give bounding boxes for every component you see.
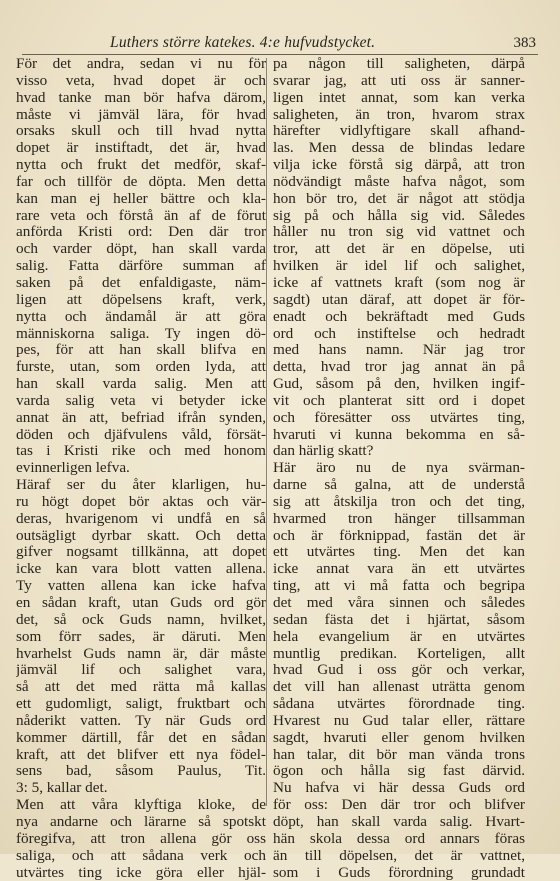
text-line: saken på det enfaldigaste, näm- <box>16 275 266 292</box>
text-line: med hans namn. När jag tror <box>273 342 525 359</box>
text-line: saligheten, än tron, hvarom strax <box>273 107 525 124</box>
text-line: en sådan kraft, utan Guds ord gör <box>16 595 266 612</box>
text-line: muntlig predikan. Korteligen, allt <box>273 646 525 663</box>
text-line: ru högt dopet bör aktas och vär- <box>16 494 266 511</box>
text-line: nytta och frukt det medför, skaf- <box>16 157 266 174</box>
text-line: Gud, såsom på den, hvilken ingif- <box>273 376 525 393</box>
text-line: nytta och ändamål är att göra <box>16 309 266 326</box>
page-number: 383 <box>514 35 537 52</box>
text-line: härefter vidlyftigare skall afhand- <box>273 123 525 140</box>
text-line: det med våra sinnen och således <box>273 595 525 612</box>
text-line: icke annat vara än ett utvärtes <box>273 561 525 578</box>
text-line: hvarmed tron hänger tillsamman <box>273 511 525 528</box>
text-line: furste, utan, som orden lyda, att <box>16 359 266 376</box>
text-line: och varder döpt, han skall varda <box>16 241 266 258</box>
text-line: ligen intet annat, som kan verka <box>273 90 525 107</box>
text-line: kommer därtill, får det en sådan <box>16 730 266 747</box>
text-line: döpt, han skall varda salig. Hvart- <box>273 814 525 831</box>
text-line: hän skola dessa ord annars föras <box>273 831 525 848</box>
text-line: utvärtes ting icke göra eller hjäl- <box>16 865 266 881</box>
text-line: outsägligt dyrbar skatt. Och detta <box>16 528 266 545</box>
text-line: detta, hvad tror jag annat än på <box>273 359 525 376</box>
text-line: han talar, dit bör man vända trons <box>273 747 525 764</box>
text-line: sens bad, såsom Paulus, Tit. <box>16 763 266 780</box>
text-line: Nu hafva vi här dessa Guds ord <box>273 780 525 797</box>
text-line: hvilken är idel lif och salighet, <box>273 258 525 275</box>
text-line: hvaruti vi kunna bekomma en så- <box>273 427 525 444</box>
text-line: varda salig veta vi betyder icke <box>16 393 266 410</box>
text-line: döden och djäfvulens våld, försät- <box>16 427 266 444</box>
text-line: det vill han allenast uträtta genom <box>273 679 525 696</box>
left-text-column <box>16 56 266 881</box>
text-line: sedan fästa det i hjärtat, såsom <box>273 612 525 629</box>
text-line: pes, för att han skall blifva en <box>16 342 266 359</box>
text-line: för oss: Den där tror och blifver <box>273 797 525 814</box>
text-line: ett gudomligt, saligt, fruktbart och <box>16 696 266 713</box>
text-line: sådana utvärtes förordnade ting. <box>273 696 525 713</box>
text-line: hvad tanke man bör hafva därom, <box>16 90 266 107</box>
text-line: ord och instiftelse och hedradt <box>273 326 525 343</box>
text-line: 3: 5, kallar det. <box>16 780 266 797</box>
text-line: sagdt, hvaruti eller genom hvilken <box>273 730 525 747</box>
text-line: tas i Kristi rike och med honom <box>16 443 266 460</box>
text-line: saliga, och att sådana verk och <box>16 848 266 865</box>
text-line: annat än att, befriad ifrån synden, <box>16 410 266 427</box>
text-line: han skall varda salig. Men att <box>16 376 266 393</box>
text-line: gifver nogsamt tillkänna, att dopet <box>16 544 266 561</box>
text-line: orsaks skull och till hvad nytta <box>16 123 266 140</box>
text-line: som i Guds förordning grundadt <box>273 865 525 881</box>
running-title: Luthers större katekes. 4:e hufvudstycket. <box>110 34 375 52</box>
text-line: deras, hvarigenom vi undfå en så <box>16 511 266 528</box>
text-line: enadt och bekräftadt med Guds <box>273 309 525 326</box>
text-line: sig på och hålla sig vid. Således <box>273 208 525 225</box>
text-line: dopet är instiftadt, det är, hvad <box>16 140 266 157</box>
text-line: kan man ej heller bättre och kla- <box>16 191 266 208</box>
text-line: håller nu tron sig vid vattnet och <box>273 224 525 241</box>
text-line: människorna saliga. Ty ingen dö- <box>16 326 266 343</box>
running-header <box>22 32 538 55</box>
text-line: tror, att det är en döpelse, uti <box>273 241 525 258</box>
text-line: ett utvärtes ting. Men det kan <box>273 544 525 561</box>
text-line: nåderikt vatten. Ty när Guds ord <box>16 713 266 730</box>
text-line: För det andra, sedan vi nu för <box>16 56 266 73</box>
text-line: måste vi jämväl lära, för hvad <box>16 107 266 124</box>
text-line: Häraf ser du åter klarligen, hu- <box>16 477 266 494</box>
text-line: pa någon till saligheten, därpå <box>273 56 525 73</box>
text-line: vilja icke förstå sig därpå, att tron <box>273 157 525 174</box>
text-line: Här äro nu de nya svärman- <box>273 460 525 477</box>
text-line: dan härlig skatt? <box>273 443 525 460</box>
column-divider <box>266 58 267 806</box>
text-line: ting, att vi må fatta och begripa <box>273 578 525 595</box>
text-line: ligen att döpelsens kraft, verk, <box>16 292 266 309</box>
text-line: far och tillför de döpta. Men detta <box>16 174 266 191</box>
text-line: hvarhelst Guds namn är, där måste <box>16 646 266 663</box>
text-line: svarar jag, att uti oss är sanner- <box>273 73 525 90</box>
text-line: kraft, att det blifver ett nya födel- <box>16 747 266 764</box>
text-line: och är förknippad, fastän det är <box>273 528 525 545</box>
text-line: Hvarest nu Gud talar eller, rättare <box>273 713 525 730</box>
text-line: sig att åtskilja tron och det ting, <box>273 494 525 511</box>
text-line: Men att våra klyftiga kloke, de <box>16 797 266 814</box>
text-line: och föresätter oss utvärtes ting, <box>273 410 525 427</box>
text-line: hela evangelium är en utvärtes <box>273 629 525 646</box>
text-line: rare veta och förstå än af de förut <box>16 208 266 225</box>
text-line: föregifva, att tron allena gör oss <box>16 831 266 848</box>
text-line: Ty vatten allena kan icke hafva <box>16 578 266 595</box>
text-line: hvad Gud i oss gör och verkar, <box>273 662 525 679</box>
text-line: jämväl lif och salighet vara, <box>16 662 266 679</box>
text-line: hon bör tro, det är något att stödja <box>273 191 525 208</box>
text-line: darne så galna, att de understå <box>273 477 525 494</box>
text-line: som förr sades, är däruti. Men <box>16 629 266 646</box>
text-line: icke af vattnets kraft (som nog är <box>273 275 525 292</box>
text-line: sagdt) utan däraf, att dopet är för- <box>273 292 525 309</box>
text-line: det, så ock Guds namn, hvilket, <box>16 612 266 629</box>
text-line: vit och planterat sitt ord i dopet <box>273 393 525 410</box>
text-line: än till döpelsen, det är vattnet, <box>273 848 525 865</box>
text-line: nödvändigt måste hafva något, som <box>273 174 525 191</box>
text-line: så att det med rätta må kallas <box>16 679 266 696</box>
text-line: icke kan vara blott vatten allena. <box>16 561 266 578</box>
text-line: nya andarne och lärarne så spotskt <box>16 814 266 831</box>
text-line: salig. Fatta därföre summan af <box>16 258 266 275</box>
right-text-column <box>273 56 525 881</box>
text-line: anförda Kristi ord: Den där tror <box>16 224 266 241</box>
text-line: las. Men dessa de blindas ledare <box>273 140 525 157</box>
text-line: evinnerligen lefva. <box>16 460 266 477</box>
text-line: visso veta, hvad dopet är och <box>16 73 266 90</box>
text-line: ögon och hålla sig fast därvid. <box>273 763 525 780</box>
